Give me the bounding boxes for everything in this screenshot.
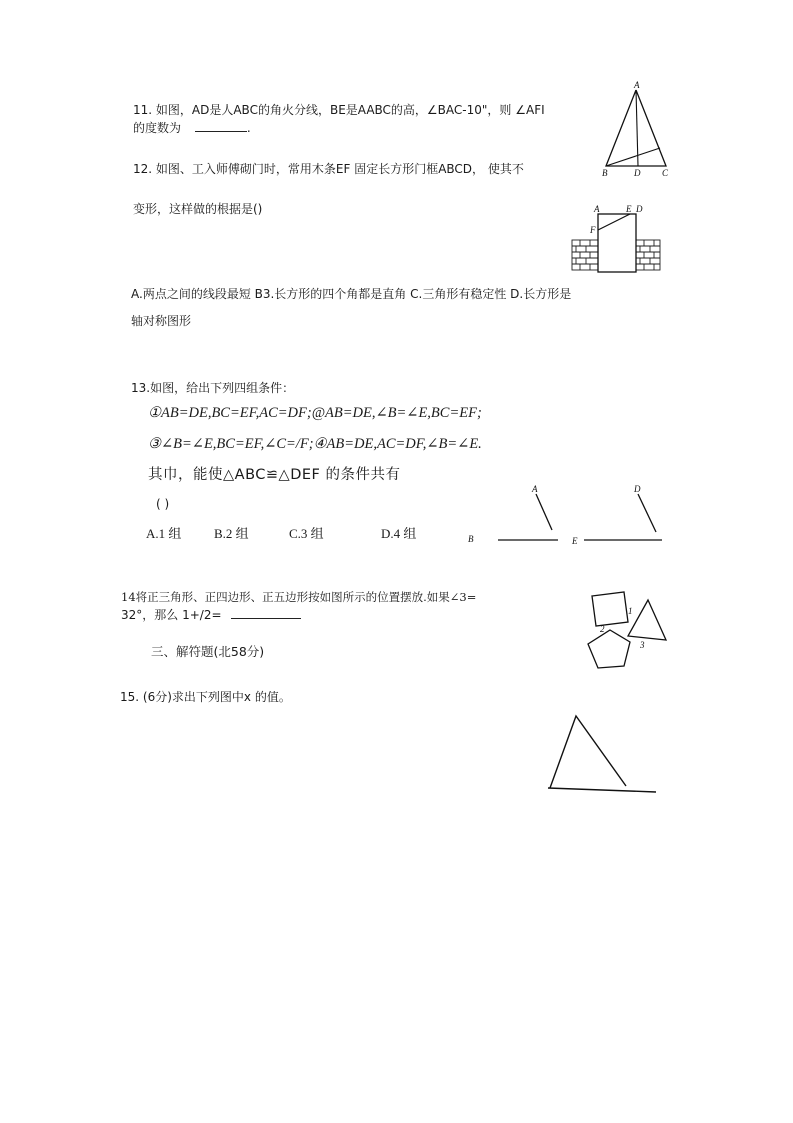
q12-door-frame-abcd [598, 214, 636, 272]
q14-text-line2-label: 32°，那么 1+/2= [121, 608, 222, 622]
q15-triangle-outline [550, 716, 626, 788]
q11-label-a: A [634, 80, 640, 90]
q15-triangle-base [548, 788, 656, 792]
q12-label-e: E [626, 204, 632, 214]
q12-label-d: D [636, 204, 643, 214]
q12-label-a: A [594, 204, 600, 214]
q11-triangle-figure [598, 80, 678, 180]
q14-text-line1: 14将正三角形、正四边形、正五边形按如图所示的位置摆放.如果∠3= [121, 590, 477, 604]
q12-options-line2: 轴对称图形 [131, 314, 192, 328]
q14-label-2: 2 [600, 624, 605, 634]
q12-door-frame-figure [568, 200, 663, 278]
q13-triangles-figure [462, 480, 672, 550]
q15-triangle-figure [542, 708, 660, 798]
q11-answer-blank [195, 121, 247, 132]
q12-label-f: F [590, 225, 596, 235]
q11-label-d: D [634, 168, 641, 178]
q13-option-c: C.3 组 [289, 526, 324, 541]
q14-pentagon [588, 630, 630, 668]
q12-text-line2: 变形，这样做的根据是() [133, 202, 263, 216]
q14-square [592, 592, 628, 626]
q12-brick-wall-left [572, 240, 598, 270]
q13-option-b: B.2 组 [214, 526, 249, 541]
q13-option-d: D.4 组 [381, 526, 417, 541]
q14-triangle [628, 600, 666, 640]
q13-triangle-def [584, 494, 662, 540]
q13-label-a: A [532, 484, 538, 494]
q11-blank-period: . [246, 121, 251, 135]
q11-altitude-be [606, 148, 660, 166]
q13-condition-line1: ①AB=DE,BC=EF,AC=DF;@AB=DE,∠B=∠E,BC=EF; [148, 405, 482, 421]
q13-text-line1: 13.如图，给出下列四组条件： [131, 381, 295, 395]
q11-label-c: C [662, 168, 669, 178]
q11-text-line2-label: 的度数为 [133, 121, 182, 135]
q13-label-d: D [634, 484, 641, 494]
q13-triangle-abc [498, 494, 558, 540]
q14-label-3: 3 [640, 640, 645, 650]
q14-label-1: 1 [628, 606, 633, 616]
q12-options-line1: A.两点之间的线段最短 B3.长方形的四个角都是直角 C.三角形有稳定性 D.长方形是 [131, 287, 572, 301]
q13-option-a: A.1 组 [146, 526, 182, 541]
q13-answer-paren: ( ) [156, 497, 170, 511]
q11-bisector-ad [636, 90, 638, 166]
q15-text-line1: 15. (6分)求出下列图中x 的值。 [120, 690, 291, 704]
q14-polygons-figure [580, 584, 672, 676]
q12-text-line1: 12. 如图、工入师傅砌门时，常用木条EF 固定长方形门框ABCD， 使其不 [133, 162, 524, 176]
q11-label-b: B [602, 168, 608, 178]
q14-text-line2 [121, 608, 301, 622]
q13-text-line3: 其巾，能使△ABC≌△DEF 的条件共有 [148, 467, 401, 483]
q13-label-e: E [572, 536, 578, 546]
section3-title: 三、解符题(北58分) [151, 644, 265, 659]
q13-condition-line2: ③∠B=∠E,BC=EF,∠C=/F;④AB=DE,AC=DF,∠B=∠E. [148, 436, 482, 452]
q11-text-line1: 11. 如图，AD是人ABC的角火分线，BE是AABC的高，∠BAC-10"，则 ∠AFI [133, 103, 545, 117]
q13-label-b: B [468, 534, 474, 544]
q12-brick-wall-right [636, 240, 660, 270]
q14-answer-blank [231, 608, 301, 619]
q11-text-line2 [133, 121, 251, 135]
